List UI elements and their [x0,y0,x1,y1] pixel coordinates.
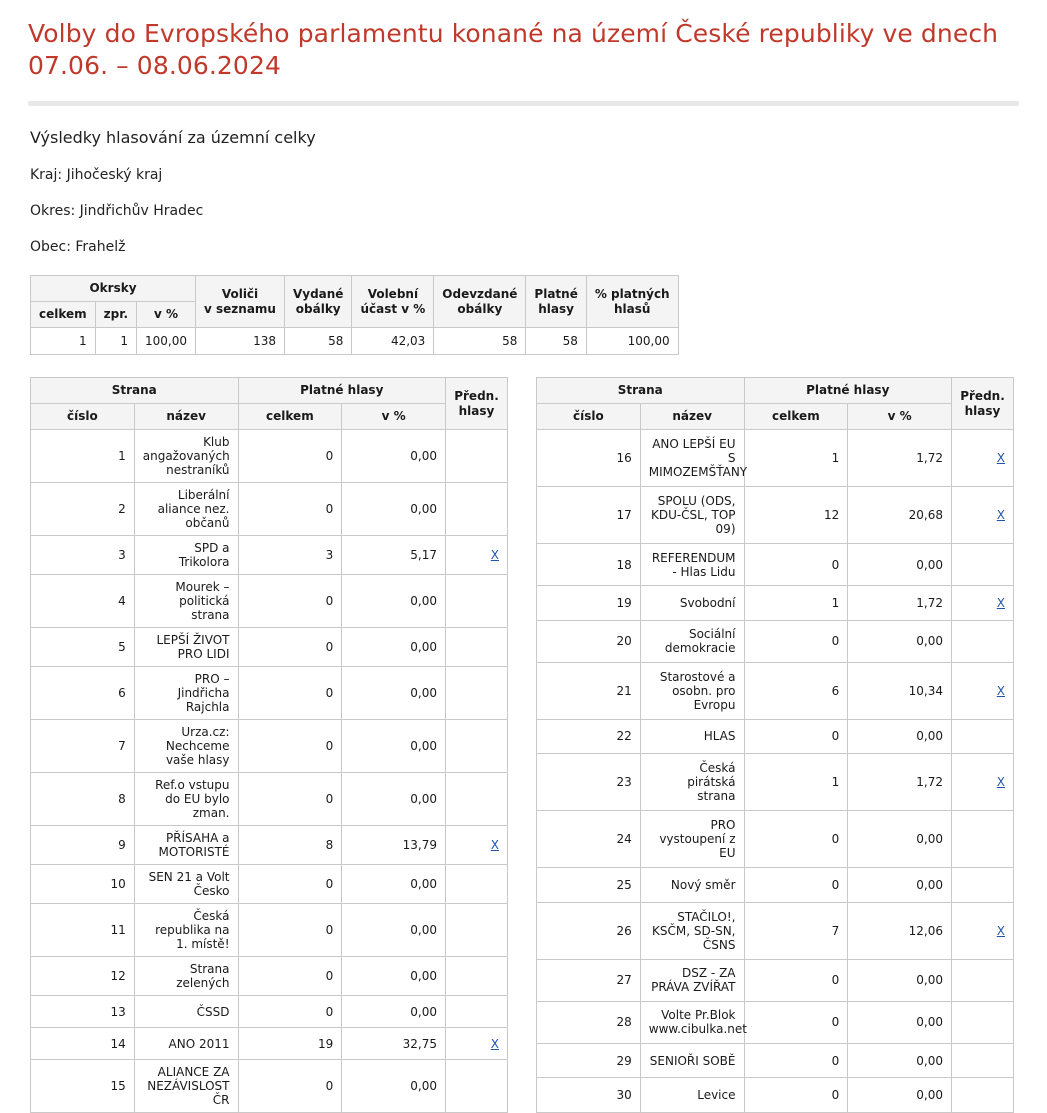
party-votes-percent: 0,00 [848,1043,952,1077]
header-celkem-left: celkem [238,404,342,430]
party-number: 4 [31,575,135,628]
header-volici-line1: Voliči [221,286,259,301]
party-name: PRO vystoupení z EU [640,811,744,868]
title-divider [28,101,1019,106]
party-votes-total: 0 [744,1001,848,1043]
header-odevzdane-line2: obálky [457,301,503,316]
party-name: Sociální demokracie [640,620,744,662]
preferential-votes-cell [446,667,508,720]
party-votes-percent: 1,72 [848,754,952,811]
preferential-votes-cell [446,957,508,996]
header-vpct-left: v % [342,404,446,430]
party-number: 19 [537,586,641,620]
preferential-votes-cell[interactable] [952,487,1014,544]
party-name: PRO – Jindřicha Rajchla [134,667,238,720]
preferential-votes-cell [952,868,1014,902]
party-name: HLAS [640,719,744,753]
party-votes-total: 7 [744,902,848,959]
cell-odevzdane-obalky: 58 [434,328,526,355]
header-platne-hlasy-right: Platné hlasy [744,378,952,404]
party-name: LEPŠÍ ŽIVOT PRO LIDI [134,628,238,667]
party-name: Liberální aliance nez. občanů [134,483,238,536]
table-row [537,754,1014,811]
section-title: Výsledky hlasování za územní celky [30,128,316,147]
table-row [31,996,508,1028]
party-votes-total: 0 [744,868,848,902]
table-row [537,868,1014,902]
preferential-votes-link[interactable]: X [490,838,499,852]
party-votes-percent: 0,00 [848,1078,952,1113]
header-ucast-line2: účast v % [360,301,426,316]
table-row [537,1001,1014,1043]
preferential-votes-cell[interactable] [952,662,1014,719]
municipality-label: Obec: Frahelž [30,239,126,255]
preferential-votes-link[interactable]: X [996,451,1005,466]
header-predn-hlasy-left [446,378,508,430]
party-number: 10 [31,865,135,904]
party-votes-percent: 1,72 [848,586,952,620]
party-votes-percent: 13,79 [342,826,446,865]
cell-volici-v-seznamu: 138 [196,328,285,355]
party-number: 16 [537,430,641,487]
party-votes-total: 0 [238,957,342,996]
cell-volebni-ucast: 42,03 [352,328,434,355]
party-name: Česká pirátská strana [640,754,744,811]
header-okrsky-celkem: celkem [31,302,96,328]
header-platne-line1: Platné [534,286,578,301]
table-row [537,959,1014,1001]
header-ucast-line1: Volební [367,286,419,301]
preferential-votes-cell [446,996,508,1028]
party-votes-percent: 0,00 [848,959,952,1001]
party-votes-percent: 0,00 [342,628,446,667]
preferential-votes-link[interactable]: X [996,683,1005,698]
party-number: 30 [537,1078,641,1113]
preferential-votes-cell [446,773,508,826]
party-number: 20 [537,620,641,662]
party-rows-left [31,430,508,1113]
table-row [31,430,508,483]
table-row [31,773,508,826]
preferential-votes-cell [952,1001,1014,1043]
party-name: Mourek – politická strana [134,575,238,628]
party-number: 23 [537,754,641,811]
header-pctplatnych-line2: hlasů [614,301,651,316]
party-number: 21 [537,662,641,719]
table-row [31,720,508,773]
party-votes-total: 0 [238,865,342,904]
party-votes-total: 0 [238,628,342,667]
party-votes-percent: 0,00 [342,1060,446,1113]
party-votes-total: 0 [744,719,848,753]
party-name: Nový směr [640,868,744,902]
party-name: SPD a Trikolora [134,536,238,575]
party-votes-percent: 1,72 [848,430,952,487]
party-votes-total: 3 [238,536,342,575]
preferential-votes-cell [952,811,1014,868]
party-number: 12 [31,957,135,996]
table-row [537,902,1014,959]
party-votes-percent: 0,00 [848,719,952,753]
party-name: Urza.cz: Nechceme vaše hlasy [134,720,238,773]
header-volici-line2: v seznamu [204,301,276,316]
party-name: ANO 2011 [134,1028,238,1060]
header-odevzdane-obalky [434,276,526,328]
table-row [537,811,1014,868]
table-row [537,662,1014,719]
preferential-votes-cell [952,620,1014,662]
page-title: Volby do Evropského parlamentu konané na území České republiky ve dnech 07.06. – 08.06.2024 [28,19,999,80]
header-nazev-right: název [640,404,744,430]
summary-table [30,275,679,355]
preferential-votes-cell [952,959,1014,1001]
region-label: Kraj: Jihočeský kraj [30,167,163,183]
preferential-votes-cell [446,720,508,773]
header-predn-line2-right: hlasy [964,403,1001,418]
party-votes-total: 0 [238,773,342,826]
party-votes-percent: 0,00 [848,811,952,868]
preferential-votes-link[interactable]: X [490,1036,499,1051]
party-name: ANO LEPŠÍ EU S MIMOZEMŠŤANY [640,430,744,487]
preferential-votes-link[interactable]: X [490,548,499,562]
preferential-votes-cell [446,865,508,904]
party-name: Starostové a osobn. pro Evropu [640,662,744,719]
table-row [31,628,508,667]
party-number: 18 [537,544,641,586]
preferential-votes-cell [952,1043,1014,1077]
party-name: Strana zelených [134,957,238,996]
party-name: ALIANCE ZA NEZÁVISLOST ČR [134,1060,238,1113]
party-number: 1 [31,430,135,483]
party-number: 14 [31,1028,135,1060]
party-number: 11 [31,904,135,957]
table-row [31,575,508,628]
cell-platne-hlasy: 58 [526,328,586,355]
preferential-votes-cell [446,1060,508,1113]
party-votes-total: 0 [238,720,342,773]
preferential-votes-cell[interactable] [952,754,1014,811]
party-name: ČSSD [134,996,238,1028]
party-votes-total: 6 [744,662,848,719]
header-predn-hlasy-right [952,378,1014,430]
party-name: Svobodní [640,586,744,620]
table-row [31,667,508,720]
party-number: 7 [31,720,135,773]
header-okrsky-zpr: zpr. [95,302,136,328]
party-name: DSZ - ZA PRÁVA ZVÍŘAT [640,959,744,1001]
party-number: 29 [537,1043,641,1077]
party-votes-total: 0 [744,1078,848,1113]
party-name: SENIOŘI SOBĚ [640,1043,744,1077]
header-cislo-left: číslo [31,404,135,430]
preferential-votes-cell[interactable] [952,430,1014,487]
preferential-votes-cell[interactable] [952,586,1014,620]
table-row [31,1060,508,1113]
party-votes-total: 12 [744,487,848,544]
party-votes-percent: 12,06 [848,902,952,959]
party-votes-total: 0 [238,904,342,957]
party-votes-percent: 0,00 [342,996,446,1028]
preferential-votes-cell [446,904,508,957]
party-votes-percent: 20,68 [848,487,952,544]
party-number: 25 [537,868,641,902]
preferential-votes-cell [446,483,508,536]
table-row [31,865,508,904]
party-name: Česká republika na 1. místě! [134,904,238,957]
table-row [31,536,508,575]
party-votes-total: 19 [238,1028,342,1060]
party-number: 15 [31,1060,135,1113]
party-votes-total: 0 [744,1043,848,1077]
preferential-votes-link[interactable]: X [996,775,1005,790]
header-platne-line2: hlasy [538,301,574,316]
party-name: Klub angažovaných nestraníků [134,430,238,483]
party-number: 24 [537,811,641,868]
cell-okrsky-vpct: 100,00 [137,328,196,355]
table-row [537,544,1014,586]
party-number: 8 [31,773,135,826]
header-celkem-right: celkem [744,404,848,430]
party-tables-container [30,377,1019,1113]
party-votes-total: 0 [744,544,848,586]
party-number: 17 [537,487,641,544]
preferential-votes-cell[interactable] [446,1028,508,1060]
party-votes-percent: 0,00 [342,904,446,957]
party-table-right [536,377,1014,1113]
party-votes-percent: 0,00 [342,575,446,628]
preferential-votes-link[interactable]: X [996,508,1005,523]
party-number: 3 [31,536,135,575]
party-number: 5 [31,628,135,667]
preferential-votes-cell[interactable] [952,902,1014,959]
district-label: Okres: Jindřichův Hradec [30,203,204,219]
party-name: Levice [640,1078,744,1113]
party-sub-header-row-right [537,404,1014,430]
header-cislo-right: číslo [537,404,641,430]
party-votes-percent: 0,00 [848,1001,952,1043]
party-number: 28 [537,1001,641,1043]
cell-vydane-obalky: 58 [284,328,351,355]
header-okrsky-vpct: v % [137,302,196,328]
table-row [537,487,1014,544]
summary-group-header-row [31,276,679,302]
party-votes-total: 0 [238,1060,342,1113]
preferential-votes-cell[interactable] [446,826,508,865]
table-row [537,1078,1014,1113]
header-volebni-ucast [352,276,434,328]
header-predn-line2-left: hlasy [458,403,495,418]
cell-okrsky-celkem: 1 [31,328,96,355]
party-number: 27 [537,959,641,1001]
header-pctplatnych-line1: % platných [594,286,670,301]
party-number: 2 [31,483,135,536]
preferential-votes-cell [952,544,1014,586]
party-rows-right [537,430,1014,1113]
party-votes-percent: 10,34 [848,662,952,719]
party-votes-total: 1 [744,586,848,620]
party-votes-total: 0 [238,483,342,536]
header-vydane-line1: Vydané [292,286,344,301]
cell-pct-platnych-hlasu: 100,00 [586,328,678,355]
party-votes-percent: 0,00 [848,620,952,662]
header-platne-hlasy [526,276,586,328]
header-strana-left: Strana [31,378,239,404]
header-vpct-right: v % [848,404,952,430]
table-row [31,904,508,957]
preferential-votes-cell [952,1078,1014,1113]
party-group-header-row-right [537,378,1014,404]
party-votes-total: 0 [238,667,342,720]
party-votes-percent: 0,00 [342,773,446,826]
table-row [31,826,508,865]
header-platne-hlasy-left: Platné hlasy [238,378,446,404]
party-votes-percent: 0,00 [342,430,446,483]
party-votes-percent: 0,00 [342,483,446,536]
party-number: 22 [537,719,641,753]
header-predn-line1-left: Předn. [454,388,499,403]
table-row [537,620,1014,662]
header-vydane-line2: obálky [295,301,341,316]
party-name: SEN 21 a Volt Česko [134,865,238,904]
party-table-left [30,377,508,1113]
summary-data-row [31,328,679,355]
party-votes-total: 0 [744,811,848,868]
party-votes-percent: 0,00 [848,544,952,586]
party-votes-total: 8 [238,826,342,865]
header-predn-line1-right: Předn. [960,388,1005,403]
party-votes-percent: 0,00 [342,957,446,996]
party-number: 26 [537,902,641,959]
table-row [537,719,1014,753]
preferential-votes-cell[interactable] [446,536,508,575]
party-votes-percent: 5,17 [342,536,446,575]
preferential-votes-link[interactable]: X [996,595,1005,610]
party-number: 13 [31,996,135,1028]
table-row [31,483,508,536]
party-votes-percent: 0,00 [342,865,446,904]
party-name: Volte Pr.Blok www.cibulka.net [640,1001,744,1043]
party-votes-total: 0 [238,575,342,628]
cell-okrsky-zpr: 1 [95,328,136,355]
preferential-votes-cell [446,628,508,667]
party-votes-total: 0 [744,620,848,662]
preferential-votes-cell [952,719,1014,753]
party-votes-total: 0 [238,996,342,1028]
header-nazev-left: název [134,404,238,430]
table-row [537,430,1014,487]
party-number: 6 [31,667,135,720]
header-strana-right: Strana [537,378,745,404]
party-votes-total: 0 [238,430,342,483]
party-sub-header-row-left [31,404,508,430]
preferential-votes-cell [446,430,508,483]
party-votes-percent: 0,00 [342,720,446,773]
party-name: SPOLU (ODS, KDU-ČSL, TOP 09) [640,487,744,544]
party-votes-percent: 32,75 [342,1028,446,1060]
header-volici-v-seznamu [196,276,285,328]
table-row [31,957,508,996]
header-odevzdane-line1: Odevzdané [442,286,518,301]
party-name: Ref.o vstupu do EU bylo zman. [134,773,238,826]
summary-table-wrapper [30,275,1019,355]
table-row [31,1028,508,1060]
party-votes-percent: 0,00 [342,667,446,720]
header-pct-platnych [586,276,678,328]
party-number: 9 [31,826,135,865]
party-votes-total: 1 [744,754,848,811]
party-votes-total: 0 [744,959,848,1001]
preferential-votes-cell [446,575,508,628]
party-votes-total: 1 [744,430,848,487]
party-name: REFERENDUM - Hlas Lidu [640,544,744,586]
preferential-votes-link[interactable]: X [996,923,1005,938]
table-row [537,1043,1014,1077]
party-group-header-row-left [31,378,508,404]
header-vydane-obalky [284,276,351,328]
header-okrsky: Okrsky [31,276,196,302]
party-name: STAČILO!, KSČM, SD-SN, ČSNS [640,902,744,959]
party-name: PŘÍSAHA a MOTORISTÉ [134,826,238,865]
party-votes-percent: 0,00 [848,868,952,902]
table-row [537,586,1014,620]
